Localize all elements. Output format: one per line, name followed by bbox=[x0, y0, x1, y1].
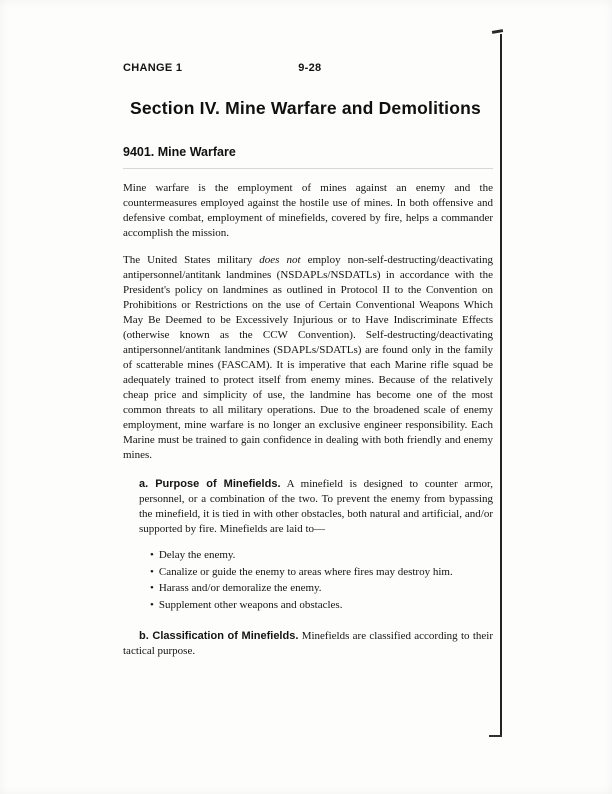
page-content bbox=[123, 62, 493, 659]
page-number: 9-28 bbox=[298, 62, 322, 74]
paragraph-landmine-policy bbox=[123, 253, 493, 463]
subparagraph-a-label: a. Purpose of Minefields. bbox=[139, 478, 281, 490]
page-header bbox=[123, 62, 493, 74]
subparagraph-b-classification bbox=[123, 629, 493, 659]
change-label: CHANGE 1 bbox=[123, 62, 183, 74]
purpose-list-item: • Canalize or guide the enemy to areas where fires may destroy him. bbox=[150, 564, 493, 581]
policy-emphasis: does not bbox=[259, 254, 301, 266]
article-heading: 9401. Mine Warfare bbox=[123, 145, 236, 159]
section-title: Section IV. Mine Warfare and Demolitions bbox=[130, 98, 481, 118]
minefield-purpose-list bbox=[123, 547, 493, 613]
policy-text-post: employ non-self-destructing/deactivating antipersonnel/antitank landmines (NSDAPLs/NSDATLs) in accordance with the President's policy on landmines as outlined in Protocol II to the Convention on Prohibitions or Restrictions on the use of Certain Conventional Weapons Which May Be Deemed to be Excessively Injurious or to Have Indiscriminate Effects (otherwise known as the CCW Convention). Self-destructing/deactivating antipersonnel/antitank landmines (SDAPLs/SDATLs) are found only in the family of scatterable mines (FASCAM). It is imperative that each Marine rifle squad be adequately trained to protect itself from enemy mines. Because of the relatively cheap price and simplicity of use, the landmine has become one of the most common threats to all military operations. Due to the broadened scale of enemy employment, mine warfare is no longer an exclusive engineer responsibility. Each Marine must be trained to gain confidence in dealing with both friendly and enemy mines. bbox=[123, 254, 493, 461]
paragraph-mine-warfare-intro: Mine warfare is the employment of mines against an enemy and the countermeasures employed against the hostile use of mines. In both offensive and defensive combat, employment of minefields, covered by fire, helps a commander accomplish the mission. bbox=[123, 182, 493, 239]
scan-artifact-right-border bbox=[500, 34, 502, 736]
subparagraph-a-purpose bbox=[139, 477, 493, 537]
purpose-list-item: • Supplement other weapons and obstacles. bbox=[150, 597, 493, 614]
policy-text-pre: The United States military bbox=[123, 254, 260, 266]
purpose-list-item: • Harass and/or demoralize the enemy. bbox=[150, 580, 493, 597]
heading-rule bbox=[123, 168, 493, 169]
subparagraph-a-text: A minefield is designed to counter armor, personnel, or a combination of the two. To prevent the enemy from bypassing the minefield, it is tied in with other obstacles, both natural and artificial, and/or supported by fire. Minefields are laid to— bbox=[139, 478, 493, 535]
subparagraph-b-text: Minefields are classified according to their tactical purpose. bbox=[123, 630, 493, 657]
scan-artifact-bottom-right bbox=[489, 735, 502, 737]
purpose-list-item: • Delay the enemy. bbox=[150, 547, 493, 564]
subparagraph-b-label: b. Classification of Minefields. bbox=[139, 630, 299, 642]
